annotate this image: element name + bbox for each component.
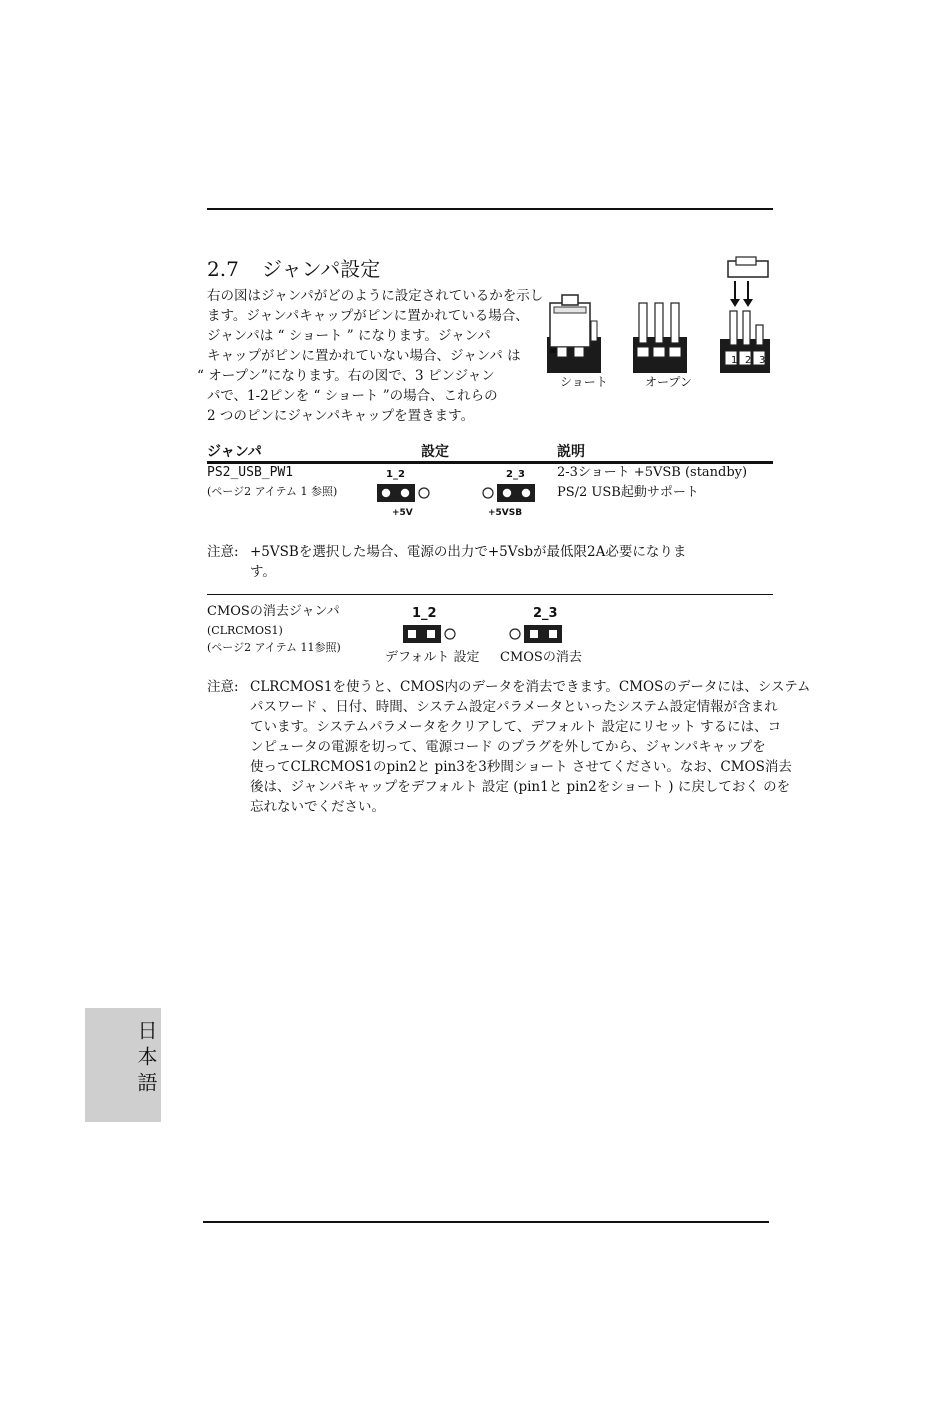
- short-jumper-figure: [547, 295, 601, 373]
- cmos-jumper-id: (CLRCMOS1): [207, 624, 283, 637]
- intro-line: 右の図はジャンパがどのように設定されているかを示し: [207, 288, 544, 304]
- language-tab-label: 日本語: [134, 1020, 158, 1098]
- note1-line: す。: [250, 564, 276, 580]
- intro-line: “ オープン”になります。右の図で、3 ピンジャン: [197, 368, 495, 384]
- section-title: ジャンパ設定: [262, 257, 381, 281]
- note2-line: CLRCMOS1を使うと、CMOS内のデータを消去できます。CMOSのデータには、システム: [250, 679, 811, 695]
- note1-line: +5VSBを選択した場合、電源の出力で+5Vsbが最低限2A必要になりま: [250, 544, 687, 560]
- cmos-jumper-name: CMOSの消去ジャンパ: [207, 604, 340, 619]
- intro-line: ジャンパは “ ショート ” になります。ジャンパ: [207, 328, 491, 344]
- pin-digit: 2: [745, 355, 752, 366]
- note2-line: ています。システムパラメータをクリアして、デフォルト 設定にリセット するには、コ: [250, 719, 782, 735]
- header-description: 説明: [557, 444, 585, 460]
- cmos-caption-12: デフォルト 設定: [385, 650, 480, 665]
- row1-label-23: 2_3: [506, 469, 525, 480]
- note2-line: パスワード 、日付、時間、システム設定パラメータといったシステム設定情報が含まれ: [250, 699, 778, 715]
- note2-label: 注意:: [207, 679, 239, 695]
- note2-line: ンピュータの電源を切って、電源コード のプラグを外してから、ジャンパキャップを: [250, 739, 766, 755]
- jumper-illustration: [540, 255, 775, 380]
- intro-line: パで、1-2ピンを “ ショート ”の場合、これらの: [207, 388, 498, 404]
- note2-line: 使ってCLRCMOS1のpin2と pin3を3秒間ショート させてください。なお、CMOS消去: [250, 759, 792, 775]
- row1-jumper-12-diagram: [376, 483, 434, 503]
- bottom-rule: [203, 1221, 769, 1223]
- row1-description-line1: 2-3ショート +5VSB (standby): [557, 465, 748, 480]
- note2-line: 忘れないでください。: [250, 799, 385, 815]
- section-number: 2.7: [207, 257, 239, 281]
- intro-line: ます。ジャンパキャップがピンに置かれている場合、: [207, 308, 529, 324]
- row1-label-12: 1_2: [386, 469, 405, 480]
- row1-page-ref: (ページ2 アイテム 1 参照): [207, 485, 338, 498]
- open-jumper-figure: [633, 303, 687, 373]
- intro-line: キャップがピンに置かれていない場合、ジャンパ は: [207, 348, 521, 364]
- cap-placement-figure: [720, 257, 770, 373]
- note2-line: 後は、ジャンパキャップをデフォルト 設定 (pin1と pin2をショート ) に戻しておく のを: [250, 779, 791, 795]
- row1-jumper-name: PS2_USB_PW1: [207, 465, 294, 480]
- language-tab: [85, 1008, 161, 1122]
- cmos-jumper-12-diagram: [402, 624, 460, 644]
- row1-caption-23: +5VSB: [488, 508, 523, 518]
- cmos-page-ref: (ページ2 アイテム 11参照): [207, 641, 341, 654]
- row1-description-line2: PS/2 USB起動サポート: [557, 485, 699, 500]
- cmos-caption-23: CMOSの消去: [500, 650, 582, 665]
- pin-digit: 3: [759, 355, 766, 366]
- header-jumper: ジャンパ: [207, 444, 262, 460]
- open-label: オープン: [645, 375, 692, 389]
- cmos-jumper-23-diagram: [505, 624, 563, 644]
- intro-line: 2 つのピンにジャンパキャップを置きます。: [207, 408, 475, 424]
- cmos-section-rule: [207, 594, 773, 595]
- cmos-label-23: 2_3: [533, 606, 558, 621]
- short-label: ショート: [560, 375, 608, 389]
- row1-caption-12: +5V: [392, 508, 413, 518]
- header-setting: 設定: [421, 444, 449, 460]
- header-rule: [207, 461, 773, 464]
- cmos-label-12: 1_2: [412, 606, 437, 621]
- top-rule: [207, 208, 773, 210]
- pin-digit: 1: [731, 355, 738, 366]
- note1-label: 注意:: [207, 544, 239, 560]
- row1-jumper-23-diagram: [478, 483, 536, 503]
